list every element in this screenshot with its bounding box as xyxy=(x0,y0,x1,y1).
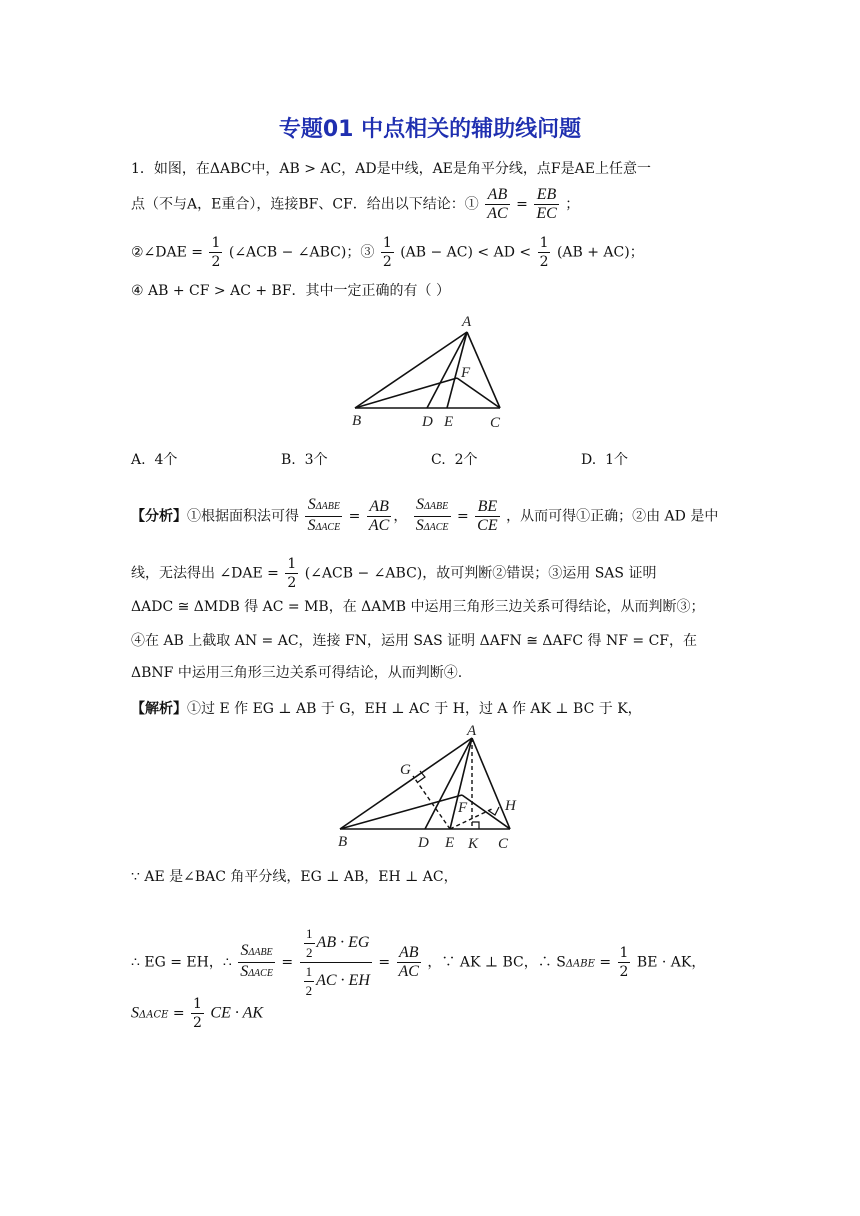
choice-b[interactable]: B. 3个 xyxy=(281,452,328,468)
fraction-half: $\frac{1}{2}$ xyxy=(287,556,297,591)
analysis-line-5: ΔBNF 中运用三角形三边关系可得结论，从而判断④. xyxy=(131,665,463,681)
label-a: A xyxy=(462,314,472,330)
label-d: D xyxy=(418,835,429,851)
fraction-half: $\frac{1}{2}$ xyxy=(193,996,202,1031)
solution-tag: 【解析】 xyxy=(131,701,187,717)
fraction-half: $\frac{1}{2}$ xyxy=(382,235,392,270)
label-g: G xyxy=(400,762,411,778)
analysis-line-2: 线，无法得出 ∠DAE = $\frac{1}{2}$ (∠ACB − ∠ABC)，故可判断②错误；③运用 SAS 证明 xyxy=(131,556,657,591)
fraction-eb-ec: $\frac{EB}{EC}$ xyxy=(536,186,557,222)
analysis-line-3: ΔADC ≅ ΔMDB 得 AC = MB，在 ΔAMB 中运用三角形三边关系可得结论，从而判断③； xyxy=(131,599,705,615)
solution-line-1: 【解析】①过 E 作 EG ⊥ AB 于 G，EH ⊥ AC 于 H，过 A 作 AK ⊥ BC 于 K， xyxy=(131,701,642,717)
fraction-be-ce: $\frac{BE}{CE}$ xyxy=(477,498,498,534)
label-f: F xyxy=(458,800,468,816)
solution-line-4: SΔACE = $\frac{1}{2}$ CE · AK xyxy=(131,996,264,1031)
question-line-3 xyxy=(131,234,644,271)
fraction-ab-ac: $\frac{AB}{AC}$ xyxy=(368,498,390,534)
area-ratio: $\frac{\text{SΔABE}}{\text{SΔACE}}$ xyxy=(305,496,342,537)
fraction-half: $\frac{1}{2}$ xyxy=(211,235,221,270)
conclusion-3-tail: (AB + AC)； xyxy=(556,244,644,261)
question-line-1: 1．如图，在ΔABC中，AB > AC，AD是中线，AE是角平分线，点F是AE上任意一 xyxy=(131,161,651,177)
fraction-half: $\frac{1}{2}$ xyxy=(539,235,549,270)
conclusion-2-lead: ②∠DAE = xyxy=(131,244,204,261)
choice-c[interactable]: C. 2个 xyxy=(431,452,478,468)
question-line-4: ④ AB + CF > AC + BF．其中一定正确的有（ ） xyxy=(131,283,450,299)
label-b: B xyxy=(352,413,362,429)
label-f: F xyxy=(461,365,471,381)
solution-line-3: ∴ EG = EH，∴ $\frac{\text{SΔABE}}{\text{SΔACE}}$ = $\frac{1}{2}$ AB · EG $\frac{1}{2}$ AC · EH = $\frac{AB}{AC}$ ，∵ AK ⊥ BC，∴ SΔABE = $\frac{1}{2}$ BE · AK， xyxy=(131,926,706,998)
analysis-tag: 【分析】 xyxy=(131,508,187,525)
solution-line-2: ∵ AE 是∠BAC 角平分线，EG ⊥ AB，EH ⊥ AC， xyxy=(131,869,458,885)
label-h: H xyxy=(505,798,516,814)
area-formula-fraction: $\frac{1}{2}$ AB · EG $\frac{1}{2}$ AC · EH xyxy=(300,925,372,1000)
conclusion-2-body: (∠ACB − ∠ABC)；③ xyxy=(228,244,375,261)
choice-d[interactable]: D. 1个 xyxy=(581,452,629,468)
label-d: D xyxy=(422,414,433,430)
page-title: 专题01 中点相关的辅助线问题 xyxy=(278,117,582,142)
label-k: K xyxy=(468,836,479,852)
analysis-line-1: 【分析】①根据面积法可得 $\frac{\text{SΔABE}}{\text{SΔACE}}$ = $\frac{AB}{AC}$ ， $\frac{\text{SΔABE}}{\text{SΔACE}}$ = $\frac{BE}{CE}$ ，从而可得①正确；②由 AD 是中 xyxy=(131,496,718,537)
question-line-2: 点（不与A，E重合），连接BF、CF．给出以下结论：① $\frac{AB}{AC}$ = $\frac{EB}{EC}$ ； xyxy=(131,186,580,222)
fraction-ab-ac: $\frac{AB}{AC}$ xyxy=(398,944,419,980)
choice-a[interactable]: A. 4个 xyxy=(131,452,178,468)
triangle-figure-1 xyxy=(340,310,520,435)
area-ratio: $\frac{\text{SΔABE}}{\text{SΔACE}}$ xyxy=(238,942,275,983)
fraction-ab-ac: $\frac{AB}{AC}$ xyxy=(487,186,508,222)
equals-sign: = xyxy=(516,196,528,213)
label-c: C xyxy=(498,836,509,852)
label-c: C xyxy=(490,415,501,431)
label-e: E xyxy=(445,835,455,851)
area-ratio: $\frac{\text{SΔABE}}{\text{SΔACE}}$ xyxy=(414,496,451,537)
label-e: E xyxy=(444,414,454,430)
triangle-figure-2 xyxy=(330,722,530,852)
fraction-half: $\frac{1}{2}$ xyxy=(619,945,629,980)
label-b: B xyxy=(338,834,348,850)
conclusion-3-body: (AB − AC) < AD < xyxy=(400,244,532,261)
question-line-2-text: 点（不与A，E重合），连接BF、CF．给出以下结论：① xyxy=(131,196,479,213)
analysis-line-4: ④在 AB 上截取 AN = AC，连接 FN，运用 SAS 证明 ΔAFN ≅ ΔAFC 得 NF = CF，在 xyxy=(131,633,698,649)
label-a: A xyxy=(467,723,477,739)
